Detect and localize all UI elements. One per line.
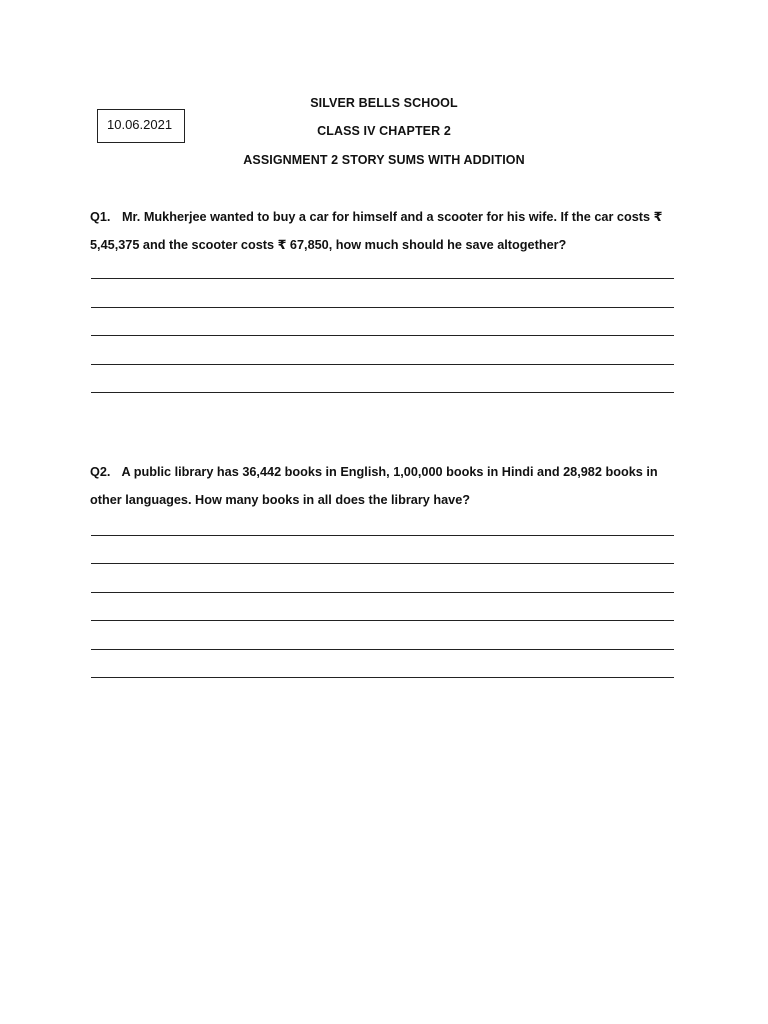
question-1	[90, 203, 680, 259]
answer-line[interactable]	[91, 364, 674, 365]
question-2	[90, 458, 680, 514]
question-1-number: Q1.	[90, 210, 111, 224]
school-name: SILVER BELLS SCHOOL	[310, 96, 458, 110]
answer-line[interactable]	[91, 335, 674, 336]
answer-line[interactable]	[91, 592, 674, 593]
answer-line[interactable]	[91, 307, 674, 308]
answer-line[interactable]	[91, 649, 674, 650]
answer-line[interactable]	[91, 620, 674, 621]
answer-line[interactable]	[91, 392, 674, 393]
answer-line[interactable]	[91, 563, 674, 564]
question-1-text: Mr. Mukherjee wanted to buy a car for himself and a scooter for his wife. If the car costs ₹ 5,45,375 and the scooter costs ₹ 67,850, how much should he save altogether?	[90, 210, 663, 252]
date-text: 10.06.2021	[107, 117, 173, 132]
answer-line[interactable]	[91, 278, 674, 279]
question-2-text: A public library has 36,442 books in English, 1,00,000 books in Hindi and 28,982 books in other languages. How many books in all does the library have?	[90, 465, 658, 507]
answer-line[interactable]	[91, 535, 674, 536]
assignment-title: ASSIGNMENT 2 STORY SUMS WITH ADDITION	[243, 153, 525, 167]
question-2-number: Q2.	[90, 465, 111, 479]
class-chapter: CLASS IV CHAPTER 2	[317, 124, 451, 138]
answer-line[interactable]	[91, 677, 674, 678]
